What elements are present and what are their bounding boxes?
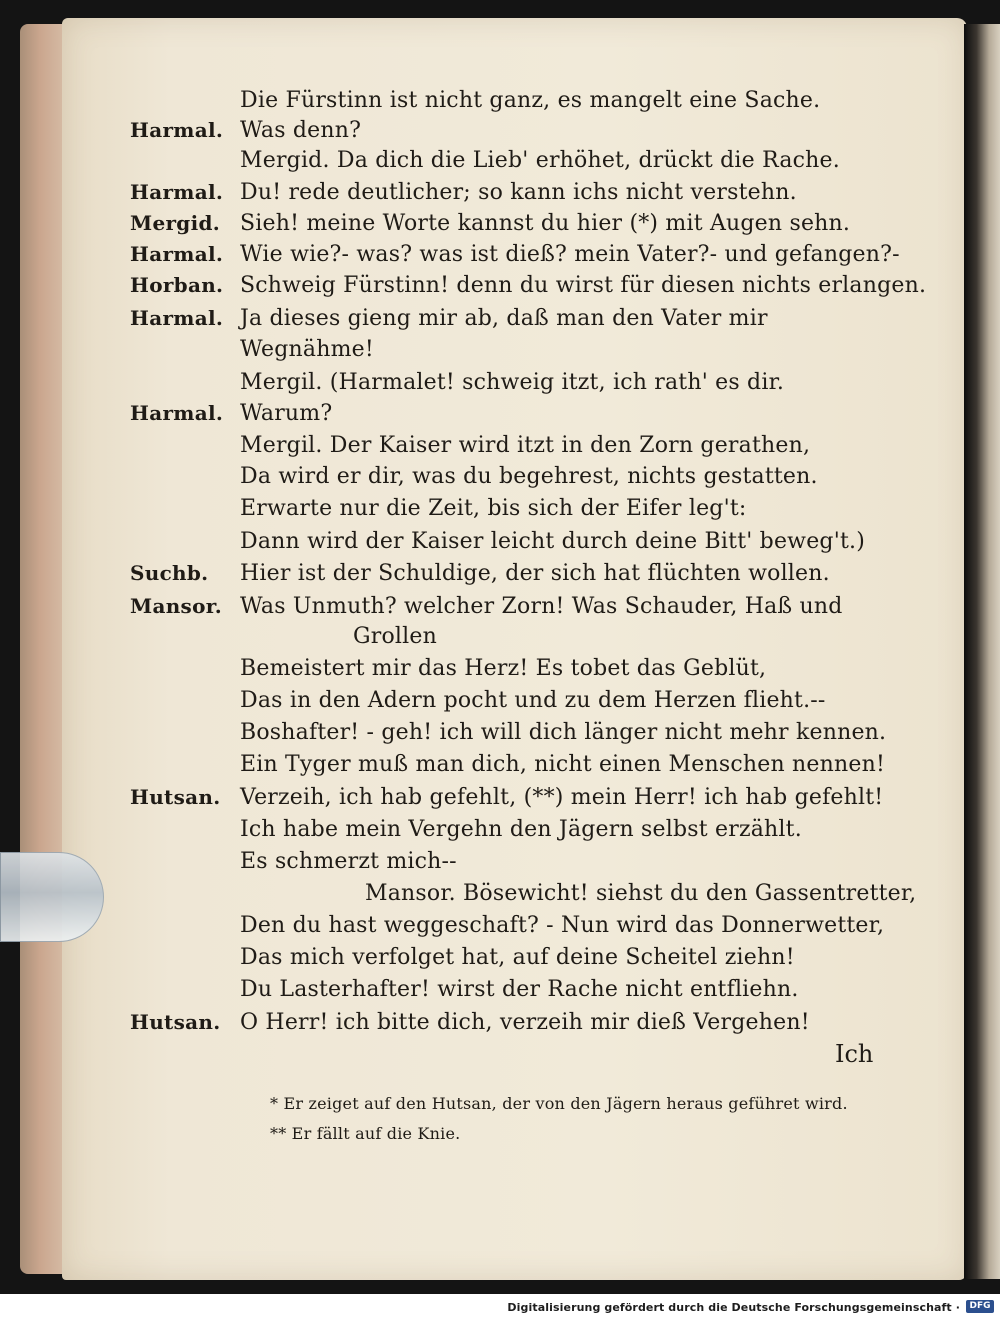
verse-line: [0, 148, 1000, 182]
verse-line: [0, 529, 1000, 563]
verse-text: Dann wird der Kaiser leicht durch deine Bitt' beweg't.): [240, 529, 865, 554]
speaker-label: Hutsan.: [130, 785, 221, 809]
verse-line: [0, 242, 1000, 276]
verse-text: Erwarte nur die Zeit, bis sich der Eifer leg't:: [240, 496, 747, 521]
verse-line: [0, 624, 1000, 658]
verse-text: Mansor. Bösewicht! siehst du den Gassentretter,: [365, 881, 917, 906]
verse-line: [0, 88, 1000, 122]
verse-line: [0, 688, 1000, 722]
verse-text: Das mich verfolget hat, auf deine Scheitel ziehn!: [240, 945, 795, 970]
verse-line: [0, 1010, 1000, 1044]
verse-text: Den du hast weggeschaft? ‐ Nun wird das Donnerwetter,: [240, 913, 885, 938]
verse-line: [0, 656, 1000, 690]
verse-line: [0, 118, 1000, 152]
verse-line: [0, 752, 1000, 786]
verse-line: [0, 306, 1000, 340]
page-clip: [0, 852, 104, 942]
speaker-label: Harmal.: [130, 401, 224, 425]
speaker-label: Horban.: [130, 273, 224, 297]
verse-text: Was denn?: [240, 118, 362, 143]
speaker-label: Mansor.: [130, 594, 223, 618]
verse-text: Bemeistert mir das Herz! Es tobet das Geblüt,: [240, 656, 767, 681]
verse-text: Wegnähme!: [240, 337, 374, 362]
verse-text: Da wird er dir, was du begehrest, nichts gestatten.: [240, 464, 818, 489]
verse-text: Hier ist der Schuldige, der sich hat flüchten wollen.: [240, 561, 830, 586]
verse-line: [0, 817, 1000, 851]
speaker-label: Harmal.: [130, 118, 224, 142]
verse-line: [0, 785, 1000, 819]
verse-text: Was Unmuth? welcher Zorn! Was Schauder, Haß und: [240, 594, 843, 619]
verse-line: [0, 496, 1000, 530]
verse-line: [0, 337, 1000, 371]
footer-credit: Digitalisierung gefördert durch die Deutsche Forschungsgemeinschaft ·: [507, 1301, 960, 1314]
speaker-label: Harmal.: [130, 242, 224, 266]
footnote-1: * Er zeiget auf den Hutsan, der von den Jägern heraus geführet wird.: [270, 1094, 848, 1113]
verse-text: Mergid. Da dich die Lieb' erhöhet, drückt die Rache.: [240, 148, 840, 173]
verse-text: Sieh! meine Worte kannst du hier (*) mit Augen sehn.: [240, 211, 851, 236]
verse-text: Ja dieses gieng mir ab, daß man den Vater mir: [240, 306, 768, 331]
verse-text: Wie wie?‐ was? was ist dieß? mein Vater?‐ und gefangen?‐: [240, 242, 900, 267]
verse-line: [0, 211, 1000, 245]
verse-line: [0, 594, 1000, 628]
verse-line: [0, 433, 1000, 467]
speaker-label: Harmal.: [130, 306, 224, 330]
verse-line: [0, 945, 1000, 979]
catchword: Ich: [835, 1040, 874, 1068]
verse-text: Verzeih, ich hab gefehlt, (**) mein Herr! ich hab gefehlt!: [240, 785, 884, 810]
verse-text: Mergil. Der Kaiser wird itzt in den Zorn gerathen,: [240, 433, 811, 458]
verse-line: [0, 977, 1000, 1011]
verse-line: [0, 401, 1000, 435]
verse-text: Boshafter! ‐ geh! ich will dich länger nicht mehr kennen.: [240, 720, 887, 745]
dfg-logo-icon: DFG: [966, 1300, 994, 1313]
verse-line: [0, 180, 1000, 214]
verse-text: Die Fürstinn ist nicht ganz, es mangelt eine Sache.: [240, 88, 821, 113]
verse-text: Du! rede deutlicher; so kann ichs nicht verstehn.: [240, 180, 797, 205]
verse-text: Schweig Fürstinn! denn du wirst für diesen nichts erlangen.: [240, 273, 927, 298]
verse-text: Mergil. (Harmalet! schweig itzt, ich rath' es dir.: [240, 370, 785, 395]
verse-text: Es schmerzt mich‐‐: [240, 849, 457, 874]
verse-text: Ein Tyger muß man dich, nicht einen Menschen nennen!: [240, 752, 885, 777]
verse-text: O Herr! ich bitte dich, verzeih mir dieß Vergehen!: [240, 1010, 810, 1035]
verse-line: [0, 561, 1000, 595]
verse-text: Du Lasterhafter! wirst der Rache nicht entfliehn.: [240, 977, 799, 1002]
verse-line: [0, 464, 1000, 498]
verse-line: [0, 881, 1000, 915]
verse-text: Warum?: [240, 401, 333, 426]
verse-line: [0, 273, 1000, 307]
speaker-label: Mergid.: [130, 211, 221, 235]
speaker-label: Hutsan.: [130, 1010, 221, 1034]
verse-text: Ich habe mein Vergehn den Jägern selbst erzählt.: [240, 817, 802, 842]
verse-line: [0, 913, 1000, 947]
speaker-label: Harmal.: [130, 180, 224, 204]
verse-text: Grollen: [353, 624, 437, 649]
verse-line: [0, 370, 1000, 404]
speaker-label: Suchb.: [130, 561, 209, 585]
verse-line: [0, 720, 1000, 754]
verse-line: [0, 849, 1000, 883]
verse-text: Das in den Adern pocht und zu dem Herzen flieht.‐‐: [240, 688, 826, 713]
footnote-2: ** Er fällt auf die Knie.: [270, 1124, 461, 1143]
